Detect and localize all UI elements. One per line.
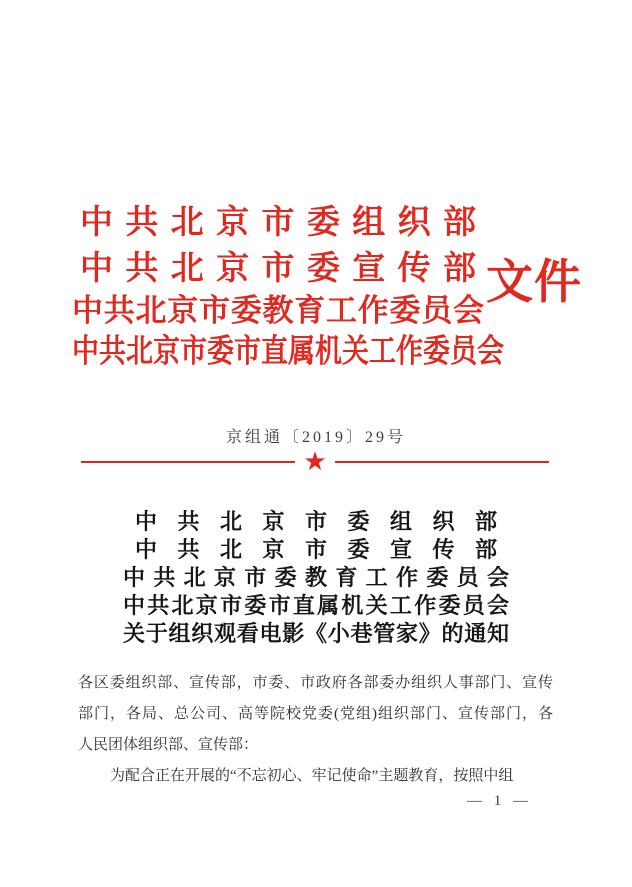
document-title bbox=[123, 508, 509, 648]
title-line-5: 关于组织观看电影《小巷管家》的通知 bbox=[123, 621, 509, 646]
title-line-2: 中共北京市委宣传部 bbox=[135, 537, 497, 562]
divider-line-right bbox=[335, 461, 549, 463]
letterhead-org-line-1: 中共北京市委组织部 bbox=[80, 205, 476, 241]
document-number: 京组通〔2019〕29号 bbox=[225, 429, 406, 446]
paragraph-line-1: 为配合正在开展的“不忘初心、牢记使命”主题教育，按照中组 bbox=[110, 768, 514, 784]
letterhead-org-line-4: 中共北京市委市直属机关工作委员会 bbox=[72, 333, 504, 369]
page-number: — 1 — bbox=[467, 793, 532, 809]
document-body bbox=[78, 668, 553, 792]
letterhead-org-line-3: 中共北京市委教育工作委员会 bbox=[72, 293, 484, 328]
letterhead-org-line-2: 中共北京市委宣传部 bbox=[80, 251, 476, 287]
divider-line-left bbox=[81, 461, 295, 463]
title-line-4: 中共北京市委市直属机关工作委员会 bbox=[123, 593, 509, 618]
salutation-line-1: 各区委组织部、宣传部，市委、市政府各部委办组织人事部门、宣传 bbox=[78, 675, 553, 691]
title-line-1: 中共北京市委组织部 bbox=[135, 509, 497, 534]
salutation-line-3: 人民团体组织部、宣传部： bbox=[78, 737, 259, 753]
salutation-line-2: 部门，各局、总公司、高等院校党委(党组)组织部门、宣传部门，各 bbox=[78, 706, 553, 722]
title-line-3: 中共北京市委教育工作委员会 bbox=[123, 565, 509, 590]
star-icon: ★ bbox=[303, 447, 327, 476]
letterhead-doc-type-label: 文件 bbox=[486, 257, 582, 309]
letterhead-divider bbox=[81, 447, 549, 476]
